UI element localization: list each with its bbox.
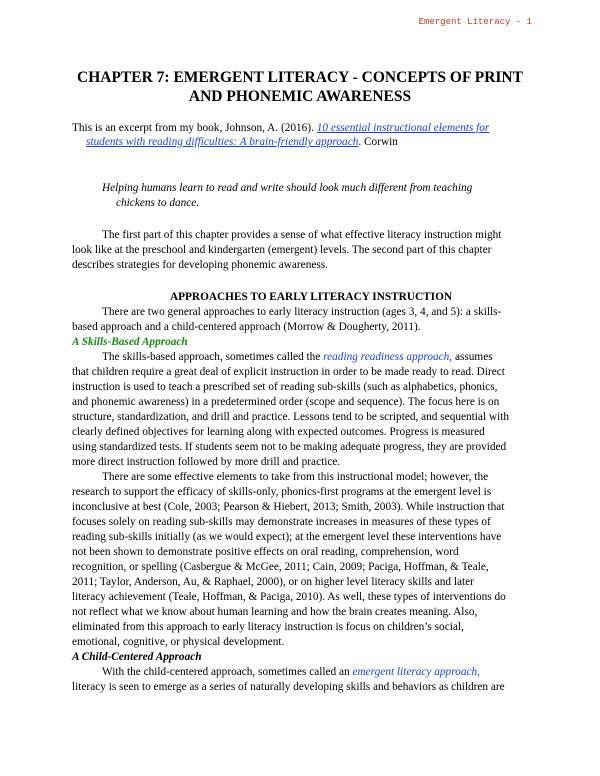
intro-paragraph	[72, 228, 542, 273]
skills-p1-line: instruction is used to teach a prescribed set of reading sub-skills (such as alphabetics, phonics,	[72, 381, 498, 393]
approaches-paragraph	[72, 305, 542, 335]
skills-paragraph-1	[72, 350, 542, 470]
skills-p2-line: emotional, cognitive, or physical development.	[72, 636, 285, 648]
section-heading: APPROACHES TO EARLY LITERACY INSTRUCTION	[169, 291, 453, 303]
skills-p1-line: that children require a great deal of explicit instruction in order to be made ready to read. Direct	[72, 366, 505, 378]
intro-line: look like at the preschool and kindergarten (emergent) levels. The second part of this chapter	[72, 244, 492, 256]
intro-line: describes strategies for developing phonemic awareness.	[72, 259, 328, 271]
approaches-line: There are two general approaches to early literacy instruction (ages 3, 4, and 5): a skills-	[102, 306, 502, 318]
skills-p1-line: clearly defined objectives for learning along with expected outcomes. Progress is measured	[72, 426, 485, 438]
emergent-literacy-term: emergent literacy approach,	[352, 666, 480, 678]
child-p1-line: literacy is seen to emerge as a series of naturally developing skills and behaviors as children are	[72, 681, 505, 693]
skills-paragraph-2	[72, 470, 542, 650]
child-paragraph-1	[72, 665, 542, 695]
chapter-title-line-2: AND PHONEMIC AWARENESS	[188, 88, 412, 105]
book-link-part-1[interactable]: 10 essential instructional elements for	[316, 122, 490, 134]
excerpt-note	[72, 121, 542, 149]
excerpt-suffix: . Corwin	[358, 136, 398, 148]
skills-p2-line: inconclusive at best (Cole, 2003; Pearson & Hiebert, 2013; Smith, 2003). While instruction that	[72, 501, 505, 513]
subheading-skills-based: A Skills-Based Approach	[72, 336, 188, 348]
skills-p2-line: research to support the efficacy of skills-only, phonics-first programs at the emergent level is	[72, 486, 492, 498]
epigraph-line-2: chickens to dance.	[116, 196, 200, 209]
skills-p2-line: eliminated from this approach to early literacy instruction is focus on children’s social,	[72, 621, 464, 633]
skills-p2-line: focuses solely on reading sub-skills may demonstrate increases in measures of these types of	[72, 516, 491, 528]
skills-p2-line: not been shown to demonstrate positive effects on oral reading, comprehension, word	[72, 546, 459, 558]
skills-p2-line: There are some effective elements to take from this instructional model; however, the	[102, 471, 489, 483]
excerpt-prefix: This is an excerpt from my book, Johnson, A. (2016).	[72, 122, 317, 134]
skills-p1-line: more direct instruction followed by more drill and practice.	[72, 456, 341, 468]
chapter-title	[60, 68, 540, 106]
approaches-line: based approach and a child-centered approach (Morrow & Dougherty, 2011).	[72, 321, 421, 333]
reading-readiness-term: reading readiness approach,	[323, 351, 453, 363]
child-p1-first-line	[72, 665, 542, 680]
skills-p2-line: recognition, or spelling (Casbergue & McGee, 2011; Cain, 2009; Paciga, Hoffman, & Teale,	[72, 561, 489, 573]
skills-p2-line: literacy achievement (Teale, Hoffman, & Paciga, 2010). As well, these types of interventions do	[72, 591, 506, 603]
book-link-part-2[interactable]: students with reading difficulties: A brain-friendly approach	[86, 136, 359, 148]
skills-p1-line: using standardized tests. If students seem not to be making adequate progress, they are provided	[72, 441, 507, 453]
running-head: Emergent Literacy - 1	[418, 17, 532, 27]
skills-p2-line: not reflect what we know about human learning and how the brain creates meaning. Also,	[72, 606, 478, 618]
skills-p1-prefix: The skills-based approach, sometimes called the	[102, 351, 324, 363]
epigraph	[102, 181, 552, 210]
skills-p1-line: structure, standardization, and drill and practice. Lessons tend to be scripted, and sequential with	[72, 411, 509, 423]
skills-p1-first-line	[72, 350, 542, 365]
epigraph-line-1: Helping humans learn to read and write should look much different from teaching	[102, 182, 473, 194]
child-p1-prefix: With the child-centered approach, sometimes called an	[102, 666, 353, 678]
intro-line: The first part of this chapter provides a sense of what effective literacy instruction might	[102, 229, 502, 241]
skills-p1-line: and phonemic awareness) in a predetermined order (scope and sequence). The focus here is on	[72, 396, 500, 408]
subheading-child-centered: A Child-Centered Approach	[72, 651, 202, 663]
chapter-body	[72, 228, 542, 695]
chapter-title-line-1: CHAPTER 7: EMERGENT LITERACY - CONCEPTS OF PRINT	[77, 69, 523, 86]
skills-p2-line: reading sub-skills initially (as we would expect); at the emergent level these interventions have	[72, 531, 502, 543]
skills-p2-line: 2011; Taylor, Anderson, Au, & Raphael, 2000), or on higher level literacy skills and later	[72, 576, 474, 588]
skills-p1-suffix: assumes	[452, 351, 493, 363]
